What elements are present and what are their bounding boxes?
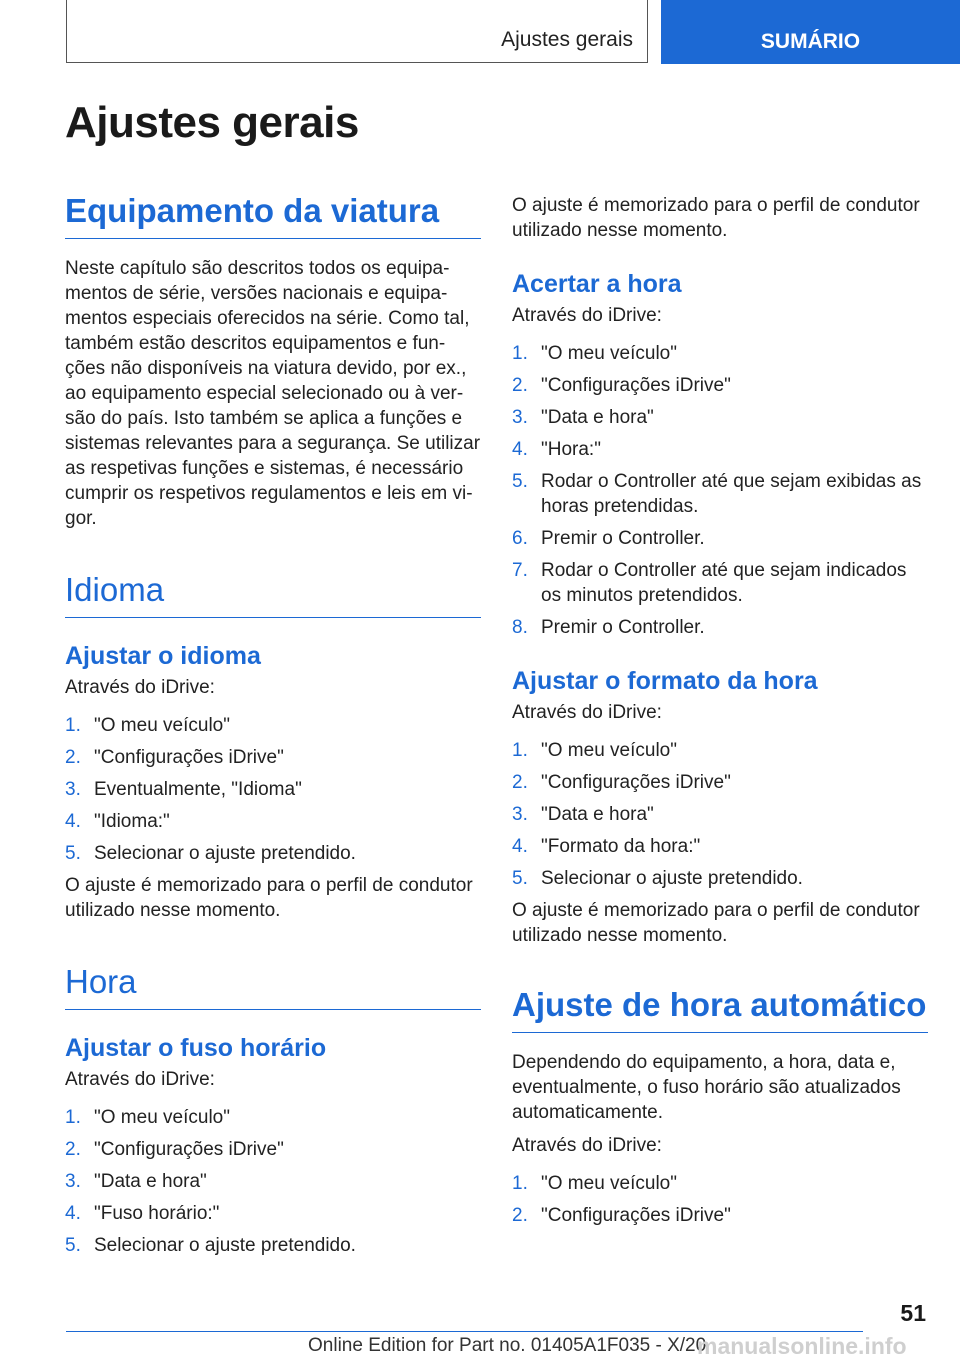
list-item — [65, 809, 481, 834]
step-text: "Idioma:" — [94, 811, 170, 832]
language-intro: Através do iDrive: — [65, 677, 215, 698]
step-text: "O meu veículo" — [94, 715, 230, 736]
list-item — [512, 866, 928, 891]
list-item — [512, 341, 928, 366]
step-number: 4. — [512, 439, 528, 460]
list-item — [512, 738, 928, 763]
step-text: "Configurações iDrive" — [94, 1139, 284, 1160]
step-text: "Data e hora" — [541, 804, 654, 825]
step-text: "Data e hora" — [94, 1171, 207, 1192]
language-steps — [65, 713, 481, 866]
language-note: O ajuste é memorizado para o perfil de condutor utilizado nesse momento. — [65, 875, 473, 921]
list-item — [512, 834, 928, 859]
step-text: "Data e hora" — [541, 407, 654, 428]
step-number: 3. — [65, 1171, 81, 1192]
profile-note: O ajuste é memorizado para o perfil de condutor utilizado nesse momento. — [512, 195, 920, 241]
step-text: "Configurações iDrive" — [541, 1205, 731, 1226]
list-item — [512, 469, 928, 519]
step-text: "Hora:" — [541, 439, 601, 460]
step-number: 2. — [512, 772, 528, 793]
list-item — [65, 841, 481, 866]
step-text: Selecionar o ajuste pretendido. — [541, 868, 803, 889]
step-text: Premir o Controller. — [541, 617, 705, 638]
step-number: 3. — [65, 779, 81, 800]
time-zone-subheading: Ajustar o fuso horário — [65, 1034, 327, 1062]
auto-time-steps — [512, 1171, 928, 1228]
time-heading: Hora — [65, 963, 481, 1010]
step-number: 6. — [512, 528, 528, 549]
list-item — [65, 745, 481, 770]
summary-button[interactable]: SUMÁRIO — [661, 0, 960, 64]
footer-edition: Online Edition for Part no. 01405A1F035 - X/20 — [308, 1335, 707, 1356]
step-number: 5. — [65, 1235, 81, 1256]
step-text: Rodar o Controller até que sejam indicados os minutos pretendidos. — [541, 560, 907, 606]
step-number: 1. — [65, 1107, 81, 1128]
list-item — [512, 770, 928, 795]
step-number: 5. — [512, 471, 528, 492]
list-item — [65, 1233, 481, 1258]
language-heading: Idioma — [65, 571, 481, 618]
step-text: Selecionar o ajuste pretendido. — [94, 843, 356, 864]
step-text: "Configurações iDrive" — [94, 747, 284, 768]
step-text: "O meu veículo" — [94, 1107, 230, 1128]
header-section-box — [66, 0, 648, 63]
list-item — [65, 713, 481, 738]
page-number: 51 — [900, 1300, 926, 1326]
list-item — [512, 615, 928, 640]
step-text: "Formato da hora:" — [541, 836, 701, 857]
list-item — [512, 437, 928, 462]
step-number: 7. — [512, 560, 528, 581]
step-text: "Fuso horário:" — [94, 1203, 220, 1224]
step-text: "O meu veículo" — [541, 1173, 677, 1194]
list-item — [512, 802, 928, 827]
step-number: 4. — [65, 811, 81, 832]
step-number: 3. — [512, 804, 528, 825]
step-number: 1. — [512, 343, 528, 364]
step-number: 4. — [65, 1203, 81, 1224]
list-item — [512, 1171, 928, 1196]
set-time-subheading: Acertar a hora — [512, 270, 682, 298]
watermark: manualsonline.info — [697, 1333, 907, 1359]
time-format-subheading: Ajustar o formato da hora — [512, 667, 818, 695]
step-number: 5. — [65, 843, 81, 864]
step-number: 2. — [512, 375, 528, 396]
list-item — [512, 558, 928, 608]
auto-time-heading: Ajuste de hora automático — [512, 986, 928, 1033]
page-title: Ajustes gerais — [65, 98, 359, 147]
set-time-steps — [512, 341, 928, 640]
vehicle-equipment-body: Neste capítulo são descritos todos os equipa-mentos de série, versões nacionais e equipa-mentos especiais oferecidos na série. Como tal, também estão descritos equipamentos e fun-ções não disponíveis na viatura devido, por ex., ao equipamento especial selecionado ou à ver-são do país. Isto também se aplica a funções e sistemas relevantes para a segurança. Se utilizar as respetivas funções e sistemas, é necessário cumprir os respetivos regulamentos e leis em vi-gor. — [65, 258, 481, 529]
step-number: 2. — [65, 747, 81, 768]
auto-time-body: Dependendo do equipamento, a hora, data e, eventualmente, o fuso horário são atualizados automaticamente. — [512, 1052, 901, 1123]
step-number: 1. — [65, 715, 81, 736]
step-number: 8. — [512, 617, 528, 638]
step-text: Premir o Controller. — [541, 528, 705, 549]
list-item — [65, 1137, 481, 1162]
step-number: 1. — [512, 1173, 528, 1194]
step-text: "Configurações iDrive" — [541, 772, 731, 793]
auto-time-intro: Através do iDrive: — [512, 1135, 662, 1156]
left-column — [65, 192, 481, 1258]
header-section-label: Ajustes gerais — [501, 28, 633, 51]
step-number: 5. — [512, 868, 528, 889]
step-text: Eventualmente, "Idioma" — [94, 779, 302, 800]
step-text: "Configurações iDrive" — [541, 375, 731, 396]
step-number: 3. — [512, 407, 528, 428]
set-time-intro: Através do iDrive: — [512, 305, 662, 326]
step-text: Rodar o Controller até que sejam exibidas as horas pretendidas. — [541, 471, 922, 517]
list-item — [65, 1105, 481, 1130]
step-text: Selecionar o ajuste pretendido. — [94, 1235, 356, 1256]
time-format-note: O ajuste é memorizado para o perfil de condutor utilizado nesse momento. — [512, 900, 920, 946]
step-text: "O meu veículo" — [541, 343, 677, 364]
time-zone-intro: Através do iDrive: — [65, 1069, 215, 1090]
list-item — [65, 777, 481, 802]
list-item — [65, 1201, 481, 1226]
time-format-intro: Através do iDrive: — [512, 702, 662, 723]
language-subheading: Ajustar o idioma — [65, 642, 261, 670]
list-item — [512, 373, 928, 398]
vehicle-equipment-heading: Equipamento da viatura — [65, 192, 481, 239]
list-item — [512, 1203, 928, 1228]
list-item — [65, 1169, 481, 1194]
right-column — [512, 193, 928, 1228]
step-number: 2. — [512, 1205, 528, 1226]
step-number: 2. — [65, 1139, 81, 1160]
list-item — [512, 405, 928, 430]
list-item — [512, 526, 928, 551]
footer-divider — [66, 1331, 863, 1332]
step-number: 1. — [512, 740, 528, 761]
time-zone-steps — [65, 1105, 481, 1258]
step-text: "O meu veículo" — [541, 740, 677, 761]
time-format-steps — [512, 738, 928, 891]
step-number: 4. — [512, 836, 528, 857]
